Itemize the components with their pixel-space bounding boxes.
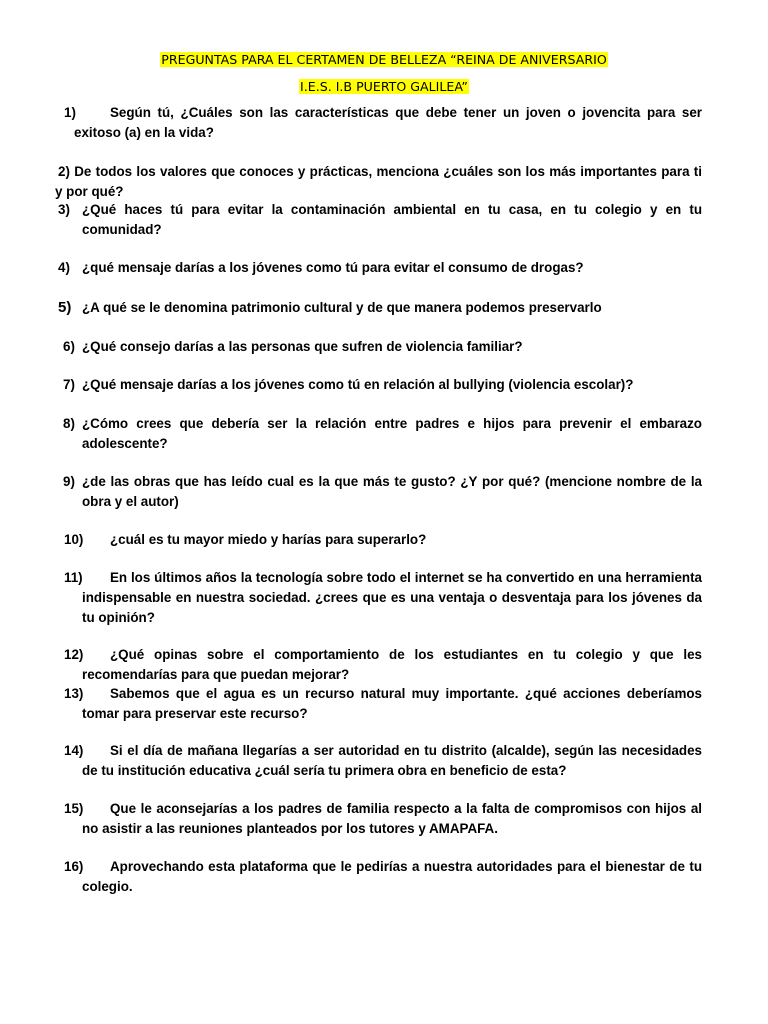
question-text: Que le aconsejarías a los padres de familia respecto a la falta de compromisos con hijos al no asistir a las reuniones planteados por los tutores y AMAPAFA. <box>82 801 702 836</box>
question-16 <box>0 857 768 897</box>
question-number: 10) <box>64 532 84 547</box>
question-15 <box>0 799 768 839</box>
question-text: Aprovechando esta plataforma que le pedirías a nuestra autoridades para el bienestar de tu colegio. <box>82 859 702 894</box>
question-number: 3) <box>58 202 70 217</box>
question-1 <box>0 103 768 143</box>
question-number: 1) <box>64 105 76 120</box>
question-text: Sabemos que el agua es un recurso natural muy importante. ¿qué acciones deberíamos tomar para preservar este recurso? <box>82 686 702 721</box>
question-5 <box>0 298 768 318</box>
question-11 <box>0 568 768 628</box>
question-12 <box>0 645 768 685</box>
question-text: ¿cuál es tu mayor miedo y harías para superarlo? <box>110 532 427 547</box>
question-number: 11) <box>64 570 83 585</box>
question-number: 12) <box>64 647 84 662</box>
question-text: ¿Qué haces tú para evitar la contaminación ambiental en tu casa, en tu colegio y en tu comunidad? <box>82 202 702 237</box>
question-number: 8) <box>63 416 75 431</box>
question-text: En los últimos años la tecnología sobre todo el internet se ha convertido en una herramienta indispensable en nuestra sociedad. ¿crees que es una ventaja o desventaja para los jóvenes da tu opinión? <box>82 570 702 625</box>
question-8 <box>0 414 768 454</box>
question-3 <box>0 200 768 240</box>
question-text: ¿Qué opinas sobre el comportamiento de los estudiantes en tu colegio y que les recomendarías para que puedan mejorar? <box>82 647 702 682</box>
question-text: ¿Qué mensaje darías a los jóvenes como tú en relación al bullying (violencia escolar)? <box>82 377 634 392</box>
question-13 <box>0 684 768 724</box>
question-2 <box>0 162 768 202</box>
question-text: ¿Qué consejo darías a las personas que sufren de violencia familiar? <box>82 339 523 354</box>
question-14 <box>0 741 768 781</box>
question-number: 15) <box>64 801 84 816</box>
question-text: ¿qué mensaje darías a los jóvenes como tú para evitar el consumo de drogas? <box>82 260 584 275</box>
question-number: 7) <box>63 377 75 392</box>
question-text: Según tú, ¿Cuáles son las características que debe tener un joven o jovencita para ser exitoso (a) en la vida? <box>74 105 702 140</box>
question-text: ¿A qué se le denomina patrimonio cultural y de que manera podemos preservarlo <box>82 300 602 315</box>
question-number: 6) <box>63 339 75 354</box>
question-10 <box>0 530 768 550</box>
title-highlight-2: I.E.S. I.B PUERTO GALILEA” <box>300 79 468 94</box>
question-text: Si el día de mañana llegarías a ser autoridad en tu distrito (alcalde), según las necesidades de tu institución educativa ¿cuál sería tu primera obra en beneficio de esta? <box>82 743 702 778</box>
question-number: 5) <box>58 299 72 316</box>
question-number: 4) <box>58 260 70 275</box>
question-number: 9) <box>63 474 75 489</box>
question-7 <box>0 375 768 395</box>
title-highlight-1: PREGUNTAS PARA EL CERTAMEN DE BELLEZA “REINA DE ANIVERSARIO <box>161 52 607 67</box>
question-number: 16) <box>64 859 84 874</box>
question-9 <box>0 472 768 512</box>
question-4 <box>0 258 768 278</box>
question-text <box>55 162 702 202</box>
question-6 <box>0 337 768 357</box>
question-text: ¿de las obras que has leído cual es la que más te gusto? ¿Y por qué? (mencione nombre de la obra y el autor) <box>82 474 702 509</box>
question-number: 13) <box>64 686 84 701</box>
question-number: 2) <box>58 164 70 179</box>
question-number: 14) <box>64 743 84 758</box>
document-title-line-2 <box>0 79 768 95</box>
question-body: De todos los valores que conoces y prácticas, menciona ¿cuáles son los más importantes para ti y por qué? <box>55 164 702 199</box>
document-title-line-1 <box>0 52 768 68</box>
question-text: ¿Cómo crees que debería ser la relación entre padres e hijos para prevenir el embarazo adolescente? <box>82 416 702 451</box>
